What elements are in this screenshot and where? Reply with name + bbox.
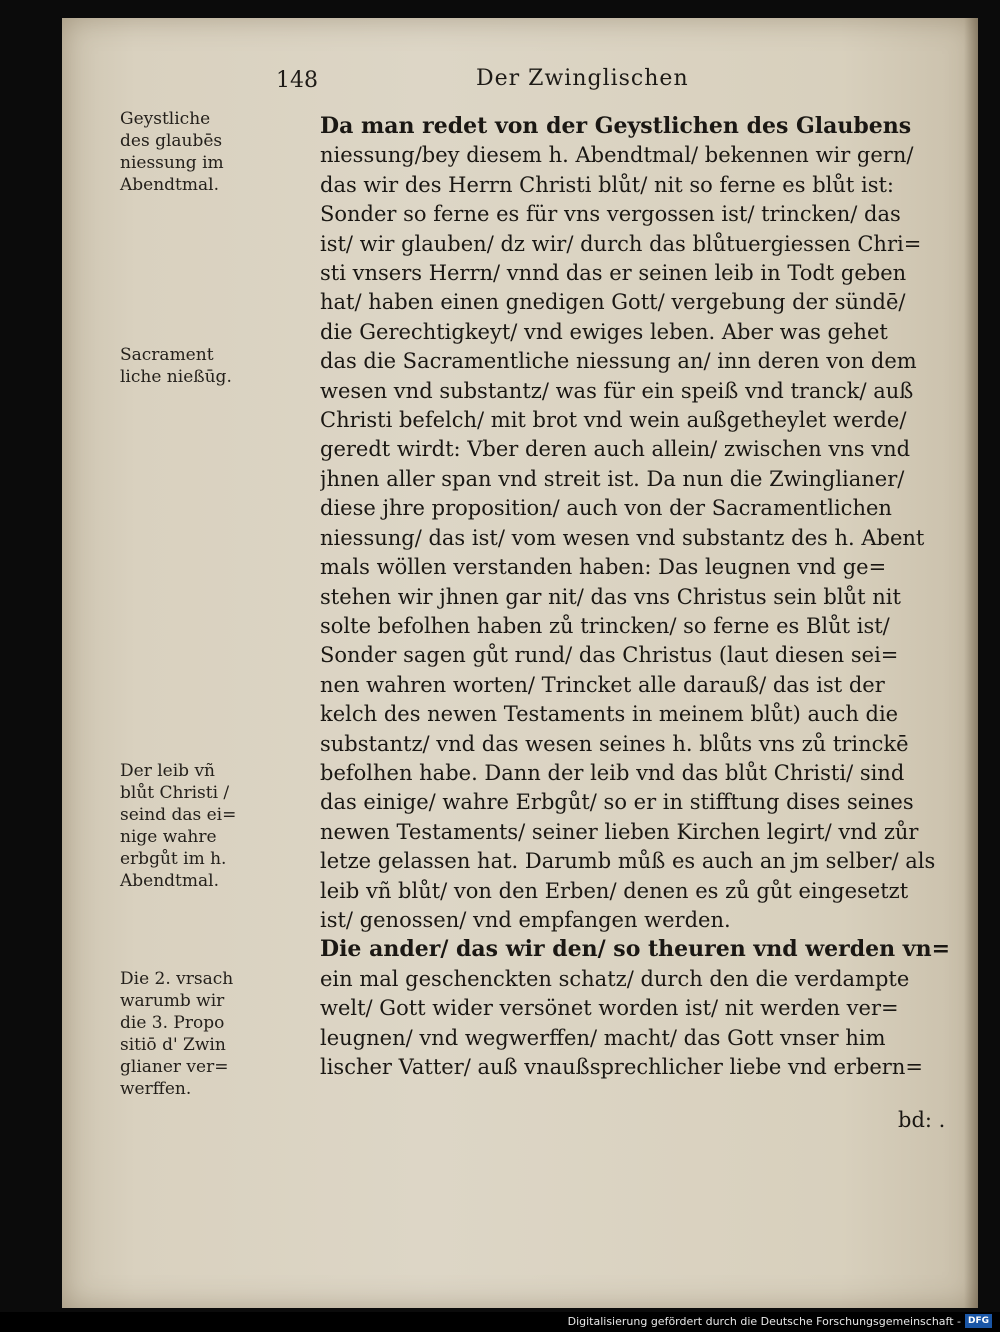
marginal-notes [120,0,320,1200]
note-line: glianer ver= [120,1057,229,1077]
body-line: solte befolhen haben zů trincken/ so ferne es Blůt ist/ [320,613,890,638]
credit-text: Digitalisierung gefördert durch die Deutsche Forschungsgemeinschaft - [567,1314,961,1328]
body-line: welt/ Gott wider versönet worden ist/ nit werden ver= [320,996,899,1021]
note-line: Abendtmal. [120,871,219,891]
body-text [320,112,960,1082]
body-line: Sonder sagen gůt rund/ das Christus (laut diesen sei= [320,643,899,668]
note-line: nige wahre [120,827,217,847]
body-line: ist/ genossen/ vnd empfangen werden. [320,907,731,932]
note-line: Die 2. vrsach [120,969,234,989]
marginal-note-second-reason [120,968,320,1100]
note-line: des glaubēs [120,131,223,151]
note-line: niessung im [120,153,224,173]
body-line: Christi befelch/ mit brot vnd wein außgetheylet werde/ [320,408,907,433]
body-line: ein mal geschenckten schatz/ durch den die verdampte [320,966,910,991]
body-line: mals wöllen verstanden haben: Das leugnen vnd ge= [320,555,887,580]
body-line: Sonder so ferne es für vns vergossen ist/ trincken/ das [320,202,901,227]
note-line: Der leib vñ [120,761,215,781]
dfg-logo-icon: DFG [965,1314,992,1328]
body-line: das einige/ wahre Erbgůt/ so er in stifftung dises seines [320,790,914,815]
body-line: hat/ haben einen gnedigen Gott/ vergebung der sündē/ [320,290,906,315]
body-line: letze gelassen hat. Darumb můß es auch an jm selber/ als [320,849,936,874]
marginal-note-sacramental [120,344,320,388]
note-line: erbgůt im h. [120,849,227,869]
body-line: diese jhre proposition/ auch von der Sacramentlichen [320,496,892,521]
note-line: blůt Christi / [120,783,230,803]
body-line: stehen wir jhnen gar nit/ das vns Christus sein blůt nit [320,584,901,609]
body-line: newen Testaments/ seiner lieben Kirchen legirt/ vnd zůr [320,819,919,844]
body-line: kelch des newen Testaments in meinem blůt) auch die [320,702,899,727]
funding-credit [568,1314,992,1328]
marginal-note-body-blood [120,760,320,892]
body-line: die Gerechtigkeyt/ vnd ewiges leben. Aber was gehet [320,319,888,344]
body-line: niessung/ das ist/ vom wesen vnd substantz des h. Abent [320,525,925,550]
catchword: bd: . [898,1108,946,1132]
body-line: befolhen habe. Dann der leib vnd das blůt Christi/ sind [320,760,905,785]
footer-bar [0,1312,1000,1332]
body-line: geredt wirdt: Vber deren auch allein/ zwischen vns vnd [320,437,911,462]
body-line: das wir des Herrn Christi blůt/ nit so ferne es blůt ist: [320,172,894,197]
note-line: Geystliche [120,109,211,129]
note-line: die 3. Propo [120,1013,225,1033]
note-line: seind das ei= [120,805,237,825]
page-number: 148 [276,68,318,93]
note-line: warumb wir [120,991,225,1011]
body-line: lischer Vatter/ auß vnaußsprechlicher liebe vnd erbern= [320,1055,923,1079]
body-line: leib vñ blůt/ von den Erben/ denen es zů gůt eingesetzt [320,878,909,903]
running-head: Der Zwinglischen [476,66,689,91]
body-line: leugnen/ vnd wegwerffen/ macht/ das Gott vnser him [320,1025,886,1050]
body-line: das die Sacramentliche niessung an/ inn deren von dem [320,349,917,374]
body-line: wesen vnd substantz/ was für ein speiß vnd tranck/ auß [320,378,914,403]
page-header [276,64,916,104]
body-line: ist/ wir glauben/ dz wir/ durch das blůtuergiessen Chri= [320,231,922,256]
note-line: Sacrament [120,345,214,365]
body-line: sti vnsers Herrn/ vnnd das er seinen leib in Todt geben [320,261,907,286]
marginal-note-spiritual [120,108,320,196]
body-line: Da man redet von der Geystlichen des Glaubens [320,113,912,139]
note-line: liche nießūg. [120,367,232,387]
note-line: werffen. [120,1079,192,1099]
body-line: niessung/bey diesem h. Abendtmal/ bekennen wir gern/ [320,143,914,168]
body-line: jhnen aller span vnd streit ist. Da nun die Zwinglianer/ [320,466,905,491]
page-edge-shadow [964,18,978,1308]
body-line: Die ander/ das wir den/ so theuren vnd werden vn= [320,936,951,963]
note-line: Abendtmal. [120,175,219,195]
body-line: substantz/ vnd das wesen seines h. blůts vns zů trinckē [320,731,909,756]
note-line: sitiō d' Zwin [120,1035,226,1055]
body-line: nen wahren worten/ Trincket alle darauß/ das ist der [320,672,885,697]
